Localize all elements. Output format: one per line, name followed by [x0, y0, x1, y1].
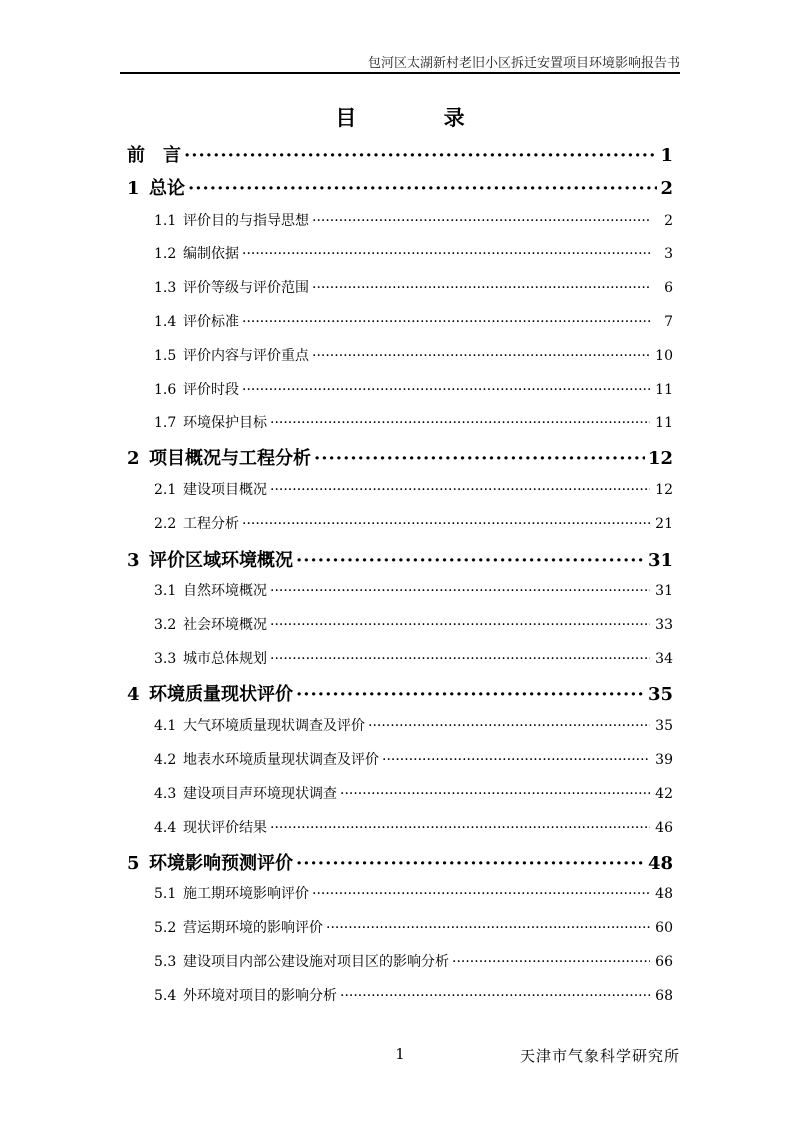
- toc-section-entry[interactable]: [154, 648, 673, 668]
- running-header: 包河区太湖新村老旧小区拆迁安置项目环境影响报告书: [367, 56, 680, 71]
- toc-dot-leader: [314, 448, 645, 469]
- toc-dot-leader: [270, 617, 650, 633]
- toc-entry-number: 5: [127, 853, 140, 874]
- toc-dot-leader: [340, 988, 650, 1004]
- toc-entry-label: 环境质量现状评价: [149, 684, 293, 705]
- toc-entry-label: 现状评价结果: [183, 820, 267, 836]
- toc-dot-leader: [242, 382, 650, 398]
- toc-section-entry[interactable]: [154, 883, 673, 903]
- toc-entry-label: 评价等级与评价范围: [183, 280, 309, 296]
- toc-dot-leader: [242, 516, 650, 532]
- toc-entry-label: 评价时段: [183, 382, 239, 398]
- toc-entry-page: 34: [655, 651, 673, 667]
- toc-section-entry[interactable]: [154, 817, 673, 837]
- toc-entry-page: 35: [655, 718, 673, 734]
- toc-entry-number: 1: [127, 178, 140, 199]
- toc-entry-label: 建设项目内部公建设施对项目区的影响分析: [183, 954, 449, 970]
- toc-chapter-entry[interactable]: [127, 849, 673, 875]
- toc-entry-label: 大气环境质量现状调查及评价: [183, 718, 365, 734]
- toc-entry-page: 39: [655, 752, 673, 768]
- toc-entry-label: 前 言: [127, 145, 181, 166]
- toc-entry-label: 施工期环境影响评价: [183, 886, 309, 902]
- toc-entry-page: 48: [655, 886, 673, 902]
- toc-section-entry[interactable]: [154, 345, 673, 365]
- toc-entry-number: 1.4: [154, 314, 177, 330]
- toc-section-entry[interactable]: [154, 311, 673, 331]
- toc-entry-label: 建设项目概况: [183, 482, 267, 498]
- toc-section-entry[interactable]: [154, 783, 673, 803]
- toc-entry-number: 2.1: [154, 482, 177, 498]
- toc-entry-label: 营运期环境的影响评价: [183, 920, 323, 936]
- toc-entry-label: 总论: [149, 178, 185, 199]
- toc-dot-leader: [312, 348, 650, 364]
- toc-entry-page: 2: [664, 213, 673, 229]
- toc-section-entry[interactable]: [154, 210, 673, 230]
- footer-organization: 天津市气象科学研究所: [519, 1047, 680, 1065]
- toc-entry-page: 33: [655, 617, 673, 633]
- toc-entry-page: 42: [655, 786, 673, 802]
- toc-section-entry[interactable]: [154, 479, 673, 499]
- toc-entry-page: 10: [655, 348, 673, 364]
- toc-entry-number: 4: [127, 684, 140, 705]
- toc-entry-page: 46: [655, 820, 673, 836]
- toc-section-entry[interactable]: [154, 917, 673, 937]
- toc-entry-number: 5.2: [154, 920, 177, 936]
- toc-entry-number: 1.6: [154, 382, 177, 398]
- toc-section-entry[interactable]: [154, 715, 673, 735]
- toc-title: 目 录: [335, 105, 505, 130]
- toc-dot-leader: [368, 718, 650, 734]
- toc-entry-number: 4.3: [154, 786, 177, 802]
- toc-entry-page: 48: [647, 853, 673, 874]
- toc-entry-label: 城市总体规划: [183, 651, 267, 667]
- toc-entry-page: 31: [655, 583, 673, 599]
- toc-entry-page: 1: [660, 145, 673, 166]
- toc-dot-leader: [270, 415, 650, 431]
- toc-entry-number: 1.5: [154, 348, 177, 364]
- toc-entry-number: 2: [127, 448, 140, 469]
- toc-section-entry[interactable]: [154, 614, 673, 634]
- toc-entry-page: 3: [664, 246, 673, 262]
- toc-chapter-entry[interactable]: [127, 444, 673, 470]
- toc-entry-label: 地表水环境质量现状调查及评价: [183, 752, 379, 768]
- toc-entry-number: 5.3: [154, 954, 177, 970]
- toc-dot-leader: [382, 752, 650, 768]
- toc-dot-leader: [270, 820, 650, 836]
- toc-entry-page: 60: [655, 920, 673, 936]
- toc-entry-number: 4.4: [154, 820, 177, 836]
- toc-entry-number: 1.3: [154, 280, 177, 296]
- toc-entry-number: 4.1: [154, 718, 177, 734]
- toc-dot-leader: [296, 853, 645, 874]
- toc-chapter-entry[interactable]: [127, 141, 673, 167]
- toc-dot-leader: [312, 213, 650, 229]
- toc-chapter-entry[interactable]: [127, 546, 673, 572]
- page-number: 1: [395, 1045, 405, 1063]
- toc-section-entry[interactable]: [154, 580, 673, 600]
- toc-entry-label: 评价内容与评价重点: [183, 348, 309, 364]
- toc-entry-page: 21: [655, 516, 673, 532]
- toc-entry-label: 评价目的与指导思想: [183, 213, 309, 229]
- toc-entry-page: 31: [647, 550, 673, 571]
- toc-entry-number: 5.4: [154, 988, 177, 1004]
- toc-entry-page: 6: [664, 280, 673, 296]
- toc-dot-leader: [184, 145, 657, 166]
- toc-entry-page: 66: [655, 954, 673, 970]
- toc-section-entry[interactable]: [154, 277, 673, 297]
- toc-entry-label: 建设项目声环境现状调查: [183, 786, 337, 802]
- toc-entry-page: 12: [647, 448, 673, 469]
- toc-chapter-entry[interactable]: [127, 174, 673, 200]
- toc-entry-label: 环境影响预测评价: [149, 853, 293, 874]
- toc-section-entry[interactable]: [154, 513, 673, 533]
- toc-dot-leader: [296, 684, 645, 705]
- toc-entry-number: 1.7: [154, 415, 177, 431]
- toc-dot-leader: [296, 550, 645, 571]
- toc-entry-label: 工程分析: [183, 516, 239, 532]
- toc-section-entry[interactable]: [154, 951, 673, 971]
- toc-entry-number: 3.3: [154, 651, 177, 667]
- toc-dot-leader: [312, 280, 650, 296]
- toc-dot-leader: [188, 178, 657, 199]
- toc-entry-page: 11: [655, 382, 673, 398]
- toc-entry-number: 5.1: [154, 886, 177, 902]
- toc-entry-label: 评价区域环境概况: [149, 550, 293, 571]
- toc-entry-page: 7: [664, 314, 673, 330]
- toc-entry-label: 外环境对项目的影响分析: [183, 988, 337, 1004]
- toc-section-entry[interactable]: [154, 379, 673, 399]
- toc-section-entry[interactable]: [154, 749, 673, 769]
- toc-entry-number: 2.2: [154, 516, 177, 532]
- toc-chapter-entry[interactable]: [127, 680, 673, 706]
- toc-dot-leader: [242, 246, 650, 262]
- toc-entry-page: 35: [647, 684, 673, 705]
- toc-entry-label: 社会环境概况: [183, 617, 267, 633]
- toc-entry-label: 编制依据: [183, 246, 239, 262]
- toc-section-entry[interactable]: [154, 243, 673, 263]
- toc-dot-leader: [312, 886, 650, 902]
- toc-entry-label: 环境保护目标: [183, 415, 267, 431]
- toc-section-entry[interactable]: [154, 412, 673, 432]
- toc-dot-leader: [340, 786, 650, 802]
- toc-dot-leader: [326, 920, 650, 936]
- toc-entry-page: 12: [655, 482, 673, 498]
- toc-dot-leader: [270, 651, 650, 667]
- toc-section-entry[interactable]: [154, 985, 673, 1005]
- toc-entry-number: 3.2: [154, 617, 177, 633]
- toc-dot-leader: [452, 954, 650, 970]
- toc-entry-page: 68: [655, 988, 673, 1004]
- toc-entry-number: 1.1: [154, 213, 177, 229]
- toc-dot-leader: [270, 482, 650, 498]
- toc-entry-number: 1.2: [154, 246, 177, 262]
- toc-entry-label: 自然环境概况: [183, 583, 267, 599]
- toc-entry-number: 3: [127, 550, 140, 571]
- toc-entry-page: 2: [660, 178, 673, 199]
- toc-entry-page: 11: [655, 415, 673, 431]
- toc-entry-number: 4.2: [154, 752, 177, 768]
- toc-dot-leader: [242, 314, 650, 330]
- toc-entry-label: 评价标准: [183, 314, 239, 330]
- toc-dot-leader: [270, 583, 650, 599]
- toc-entry-label: 项目概况与工程分析: [149, 448, 311, 469]
- toc-entry-number: 3.1: [154, 583, 177, 599]
